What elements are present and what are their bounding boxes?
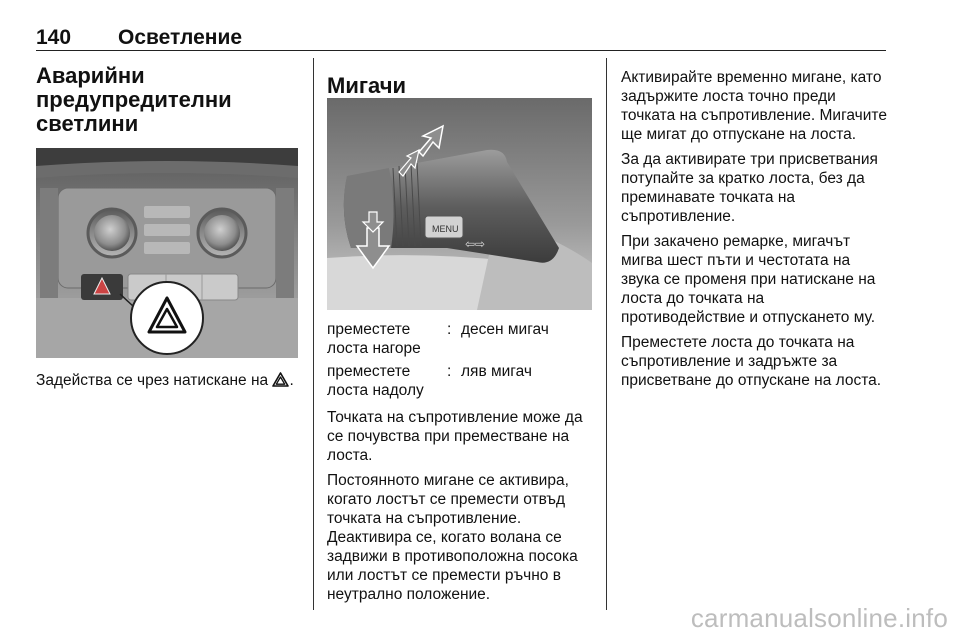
header-rule bbox=[36, 50, 886, 51]
body-paragraph: За да активирате три присветвания потупайте за кратко лоста, без да преминавате точката на съпротивление. bbox=[621, 151, 878, 225]
middle-column-heading bbox=[327, 74, 597, 98]
definition-term bbox=[327, 362, 445, 400]
definition-term bbox=[327, 320, 445, 358]
middle-column-body bbox=[327, 408, 599, 610]
definition-term-line: лоста нагоре bbox=[327, 340, 421, 357]
page-header bbox=[36, 26, 886, 50]
definition-colon: : bbox=[447, 321, 452, 338]
left-column-heading bbox=[36, 64, 306, 136]
definition-description: десен мигач bbox=[461, 321, 549, 338]
watermark: carmanualsonline.info bbox=[690, 603, 948, 633]
definition-colon: : bbox=[447, 363, 452, 380]
hazard-caption-text: Задействa се чрез натискане на bbox=[36, 372, 269, 389]
heading-line-1: Аварийни bbox=[36, 63, 145, 88]
definition-row-down bbox=[327, 362, 597, 404]
chapter-title: Осветление bbox=[118, 26, 243, 49]
turn-signal-lever-figure bbox=[327, 98, 592, 310]
hazard-caption-end: . bbox=[289, 372, 294, 389]
right-column-body bbox=[621, 68, 889, 396]
heading-line-3: светлини bbox=[36, 111, 139, 136]
definition-row-up bbox=[327, 320, 597, 362]
column-divider-1 bbox=[313, 58, 314, 610]
definition-term-line: лоста надолу bbox=[327, 382, 424, 399]
hazard-switch-illustration bbox=[36, 148, 298, 358]
definition-term-line: преместете bbox=[327, 363, 411, 380]
turn-signal-lever-illustration bbox=[327, 98, 592, 310]
heading-line-2: предупредителни bbox=[36, 87, 232, 112]
hazard-switch-figure bbox=[36, 148, 298, 358]
body-paragraph: Активирайте временно мигане, като задържите лоста точно преди точката на съпротивление. Мигачите ще мигат до отпускане на лоста. bbox=[621, 69, 887, 143]
column-divider-2 bbox=[606, 58, 607, 610]
svg-text:MENU: MENU bbox=[432, 224, 459, 234]
hazard-caption bbox=[36, 371, 306, 390]
turn-signals-heading: Мигачи bbox=[327, 73, 406, 98]
hazard-triangle-icon bbox=[272, 372, 289, 387]
svg-text:⇦⇨: ⇦⇨ bbox=[465, 237, 486, 251]
body-paragraph: Постоянното мигане се активира, когато лостът се премести отвъд точката на съпротивление. Деактивира се, когато волана се задвижи в противоположна посока или лостът се премести ръчно в неутрално положение. bbox=[327, 472, 578, 603]
turn-signal-definitions bbox=[327, 320, 597, 404]
body-paragraph: Преместете лоста до точката на съпротивление и задръжте за присветване до отпускане на лоста. bbox=[621, 334, 882, 389]
body-paragraph: При закачено ремарке, мигачът мигва шест пъти и честотата на звука се променя при натискане на лоста до точката на противодействие и отпускането му. bbox=[621, 233, 876, 326]
definition-description: ляв мигач bbox=[461, 363, 532, 380]
definition-term-line: преместете bbox=[327, 321, 411, 338]
page-number: 140 bbox=[36, 26, 72, 49]
body-paragraph: Точката на съпротивление може да се почувства при преместване на лоста. bbox=[327, 409, 583, 464]
